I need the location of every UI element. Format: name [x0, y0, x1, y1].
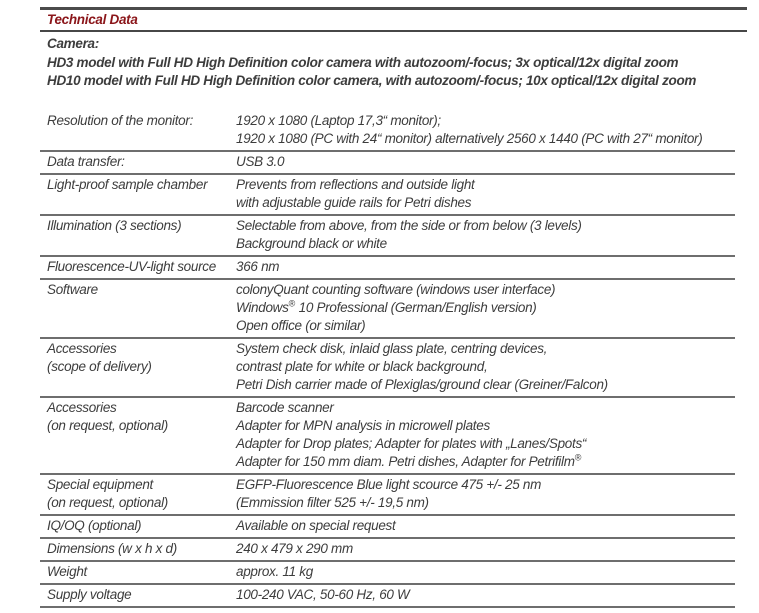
row-label [40, 563, 236, 581]
label-line: Resolution of the monitor: [47, 112, 194, 128]
table-row [40, 280, 735, 339]
value-line: colonyQuant counting software (windows user interface) [236, 281, 556, 297]
row-label [40, 340, 236, 394]
row-value [236, 112, 735, 148]
value-line: Adapter for MPN analysis in microwell plates [236, 417, 490, 433]
camera-model-hd10: HD10 model with Full HD High Definition color camera, with autozoom/-focus; 10x optical/12x digital zoom [47, 73, 697, 88]
value-line: Windows® 10 Professional (German/English version) [236, 298, 537, 315]
row-value [236, 517, 735, 535]
value-line: Selectable from above, from the side or from below (3 levels) [236, 217, 582, 233]
label-line: Supply voltage [47, 586, 132, 602]
row-value [236, 217, 735, 253]
value-line: approx. 11 kg [236, 563, 313, 579]
page-title: Technical Data [47, 12, 138, 27]
table-row [40, 216, 735, 257]
row-label [40, 586, 236, 604]
row-value [236, 340, 735, 394]
row-value [236, 399, 735, 471]
value-line: Petri Dish carrier made of Plexiglas/ground clear (Greiner/Falcon) [236, 376, 608, 392]
label-line: Dimensions (w x h x d) [47, 540, 177, 556]
camera-section [40, 32, 747, 91]
row-value [236, 258, 735, 276]
row-label [40, 399, 236, 471]
table-row [40, 475, 735, 516]
label-line: Special equipment [47, 476, 153, 492]
label-line: IQ/OQ (optional) [47, 517, 142, 533]
table-row [40, 539, 735, 562]
row-value [236, 563, 735, 581]
value-line: Available on special request [236, 517, 396, 533]
spec-table [40, 111, 735, 608]
value-line: Open office (or similar) [236, 317, 366, 333]
table-row [40, 257, 735, 280]
table-row [40, 398, 735, 475]
label-line: (on request, optional) [47, 494, 168, 510]
label-line: Software [47, 281, 98, 297]
value-line: 240 x 479 x 290 mm [236, 540, 353, 556]
row-value [236, 540, 735, 558]
value-line: Background black or white [236, 235, 387, 251]
value-line: 1920 x 1080 (Laptop 17,3“ monitor); [236, 112, 441, 128]
row-value [236, 281, 735, 335]
row-value [236, 153, 735, 171]
value-line: 366 nm [236, 258, 280, 274]
value-line: EGFP-Fluorescence Blue light scource 475 +/- 25 nm [236, 476, 542, 492]
row-label [40, 112, 236, 148]
label-line: Light-proof sample chamber [47, 176, 208, 192]
table-row [40, 562, 735, 585]
label-line: Fluorescence-UV-light source [47, 258, 216, 274]
row-label [40, 153, 236, 171]
label-line: Accessories [47, 340, 117, 356]
row-label [40, 517, 236, 535]
label-line: (scope of delivery) [47, 358, 152, 374]
row-label [40, 176, 236, 212]
label-line: Accessories [47, 399, 117, 415]
row-value [236, 176, 735, 212]
label-line: Weight [47, 563, 87, 579]
camera-heading: Camera: [47, 36, 99, 51]
row-label [40, 217, 236, 253]
label-line: Data transfer: [47, 153, 125, 169]
row-label [40, 281, 236, 335]
row-value [236, 586, 735, 604]
value-line: 100-240 VAC, 50-60 Hz, 60 W [236, 586, 410, 602]
value-line: Adapter for 150 mm diam. Petri dishes, Adapter for Petrifilm® [236, 452, 582, 469]
table-row [40, 516, 735, 539]
value-line: Prevents from reflections and outside light [236, 176, 475, 192]
spec-table-body [40, 111, 735, 608]
row-label [40, 258, 236, 276]
value-line: Barcode scanner [236, 399, 334, 415]
value-line: with adjustable guide rails for Petri dishes [236, 194, 472, 210]
value-line: (Emmission filter 525 +/- 19,5 nm) [236, 494, 429, 510]
row-label [40, 540, 236, 558]
value-line: Adapter for Drop plates; Adapter for plates with „Lanes/Spots“ [236, 435, 587, 451]
row-value [236, 476, 735, 512]
table-row [40, 175, 735, 216]
row-label [40, 476, 236, 512]
camera-model-hd3: HD3 model with Full HD High Definition color camera with autozoom/-focus; 3x optical/12x digital zoom [47, 54, 679, 70]
value-line: System check disk, inlaid glass plate, centring devices, [236, 340, 548, 356]
value-line: USB 3.0 [236, 153, 285, 169]
table-row [40, 585, 735, 608]
label-line: (on request, optional) [47, 417, 168, 433]
table-row [40, 111, 735, 152]
value-line: 1920 x 1080 (PC with 24“ monitor) alternatively 2560 x 1440 (PC with 27“ monitor) [236, 130, 703, 146]
value-line: contrast plate for white or black background, [236, 358, 488, 374]
table-row [40, 152, 735, 175]
table-row [40, 339, 735, 398]
label-line: Illumination (3 sections) [47, 217, 182, 233]
